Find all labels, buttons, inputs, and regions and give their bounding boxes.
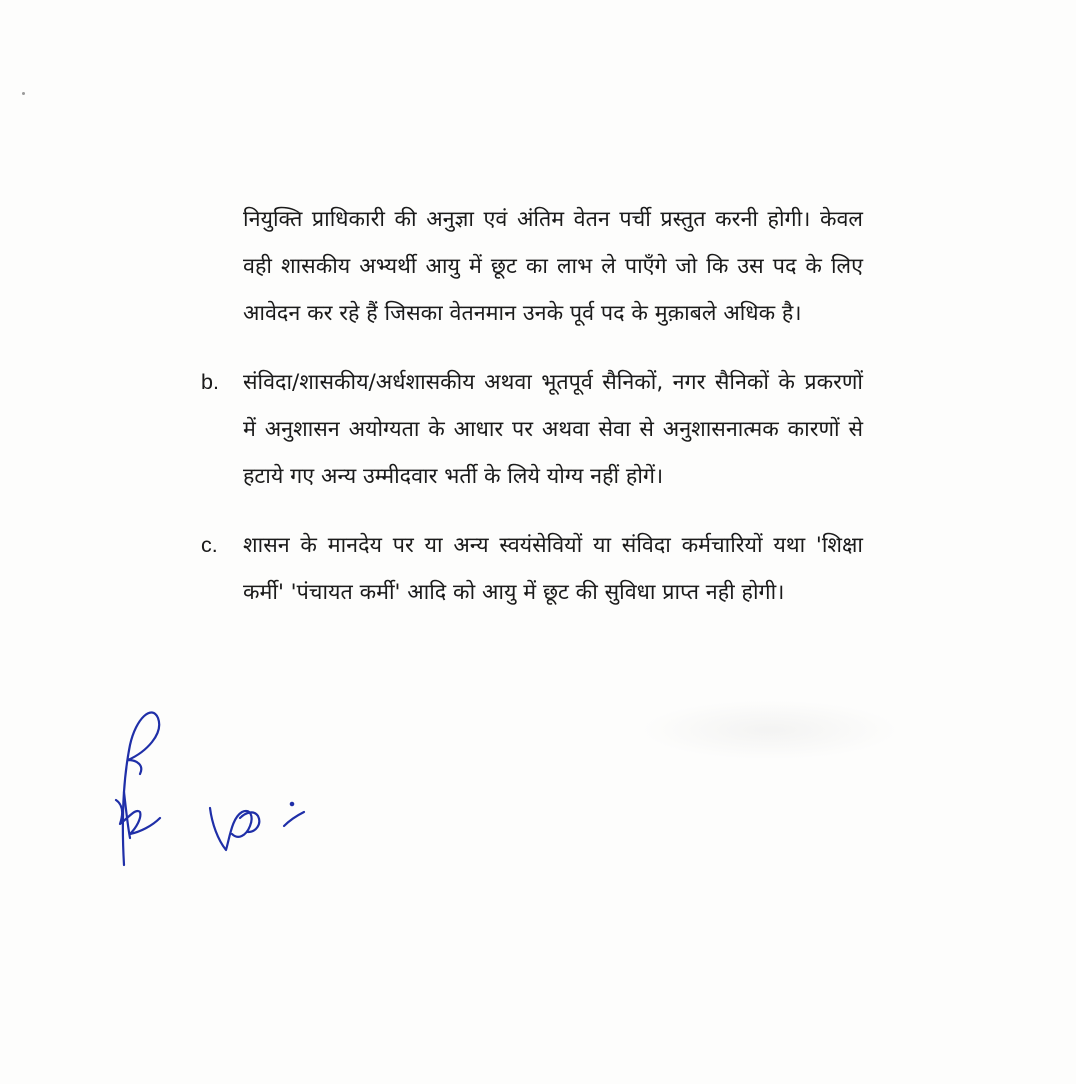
continuation-paragraph: नियुक्ति प्राधिकारी की अनुज्ञा एवं अंतिम वेतन पर्ची प्रस्तुत करनी होगी। केवल वही शासकीय अभ्यर्थी आयु में छूट का लाभ ले पाएँगे जो कि उस पद के लिए आवेदन कर रहे हैं जिसका वेतनमान उनके पूर्व पद के मुक़ाबले अधिक है। — [243, 207, 863, 326]
scan-noise — [640, 700, 900, 760]
list-marker-b: b. — [201, 370, 219, 394]
list-item-b — [201, 359, 863, 500]
handwritten-signature — [100, 700, 330, 875]
list-item-c — [201, 522, 863, 616]
scan-speck — [22, 92, 25, 95]
list-item-c-text: शासन के मानदेय पर या अन्य स्वयंसेवियों या संविदा कर्मचारियों यथा 'शिक्षा कर्मी' 'पंचायत कर्मी' आदि को आयु में छूट की सुविधा प्राप्त नही होगी। — [243, 533, 863, 605]
document-body — [201, 196, 863, 638]
list-item-b-text: संविदा/शासकीय/अर्धशासकीय अथवा भूतपूर्व सैनिकों, नगर सैनिकों के प्रकरणों में अनुशासन अयोग्यता के आधार पर अथवा सेवा से अनुशासनात्मक कारणों से हटाये गए अन्य उम्मीदवार भर्ती के लिये योग्य नहीं होगें। — [243, 370, 863, 489]
list-marker-c: c. — [201, 533, 218, 557]
